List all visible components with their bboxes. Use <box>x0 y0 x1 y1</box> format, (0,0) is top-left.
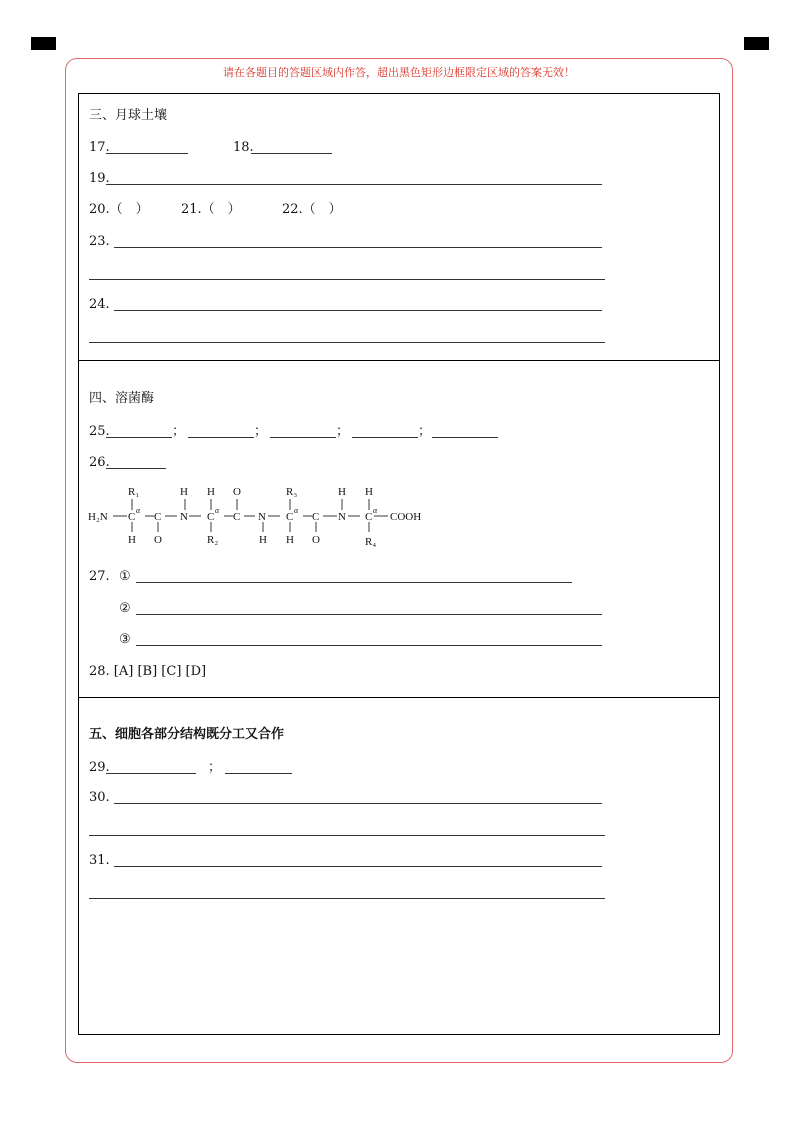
q17-blank[interactable] <box>106 153 188 154</box>
q26-label: 26. <box>89 455 110 470</box>
q19-blank[interactable] <box>106 184 602 185</box>
formula-alpha: α <box>136 506 141 515</box>
section-title-3: 三、月球土壤 <box>89 108 168 123</box>
q31-blank-line2[interactable] <box>89 898 605 899</box>
q24-label: 24. <box>89 297 110 312</box>
formula-o: O <box>154 534 162 546</box>
q18-label: 18. <box>233 140 254 155</box>
q18-blank[interactable] <box>251 153 332 154</box>
q27-blank-2[interactable] <box>136 614 602 615</box>
q25-separator: ； <box>418 424 432 439</box>
q19-label: 19. <box>89 171 110 186</box>
formula-h: H <box>338 486 346 498</box>
q27-circle-2: ② <box>119 601 131 616</box>
formula-alpha: α <box>215 506 220 515</box>
q17-label: 17. <box>89 140 110 155</box>
q30-blank[interactable] <box>114 803 602 804</box>
formula-h: H <box>180 486 188 498</box>
formula-c: C <box>312 511 320 523</box>
formula-n: N <box>338 511 346 523</box>
q25-blank-2[interactable] <box>188 437 254 438</box>
formula-c: C <box>128 511 136 523</box>
formula-h: H <box>128 534 136 546</box>
formula-alpha: α <box>373 506 378 515</box>
q25-label: 25. <box>89 424 110 439</box>
q28-options[interactable]: 28. [A] [B] [C] [D] <box>89 664 207 679</box>
formula-h: H <box>286 534 294 546</box>
q29-separator: ； <box>208 760 222 775</box>
q25-separator: ； <box>254 424 268 439</box>
q25-blank-4[interactable] <box>352 437 418 438</box>
q30-label: 30. <box>89 790 110 805</box>
q22-choice[interactable]: 22.（ ） <box>282 202 342 217</box>
q27-blank-1[interactable] <box>136 582 572 583</box>
formula-o: O <box>233 486 241 498</box>
q27-label: 27. <box>89 569 110 584</box>
formula-r2: R₂ <box>207 534 219 546</box>
formula-alpha: α <box>294 506 299 515</box>
section-divider <box>78 697 720 698</box>
q24-blank-line2[interactable] <box>89 342 605 343</box>
alignment-marker-right <box>744 37 769 50</box>
alignment-marker-left <box>31 37 56 50</box>
q31-label: 31. <box>89 853 110 868</box>
formula-c: C <box>233 511 241 523</box>
q29-label: 29. <box>89 760 110 775</box>
formula-cooh: COOH <box>390 511 422 523</box>
q25-blank-5[interactable] <box>432 437 498 438</box>
formula-n: N <box>180 511 188 523</box>
q26-blank[interactable] <box>106 468 166 469</box>
answer-box <box>78 93 720 1035</box>
q25-blank-1[interactable] <box>106 437 172 438</box>
formula-h2n: H₂N <box>88 511 108 523</box>
notice-text: 请在各题目的答题区域内作答，超出黑色矩形边框限定区域的答案无效！ <box>223 66 575 79</box>
formula-n: N <box>258 511 266 523</box>
q29-blank-1[interactable] <box>106 773 196 774</box>
q30-blank-line2[interactable] <box>89 835 605 836</box>
formula-c: C <box>207 511 215 523</box>
q25-separator: ； <box>172 424 186 439</box>
section-divider <box>78 360 720 361</box>
q29-blank-2[interactable] <box>225 773 292 774</box>
q27-circle-1: ① <box>119 569 131 584</box>
q23-blank[interactable] <box>114 247 602 248</box>
formula-h: H <box>365 486 373 498</box>
formula-c: C <box>365 511 373 523</box>
q23-blank-line2[interactable] <box>89 279 605 280</box>
q25-blank-3[interactable] <box>270 437 336 438</box>
q27-circle-3: ③ <box>119 632 131 647</box>
q23-label: 23. <box>89 234 110 249</box>
formula-r1: R₁ <box>128 486 140 498</box>
formula-c: C <box>286 511 294 523</box>
q24-blank[interactable] <box>114 310 602 311</box>
q27-blank-3[interactable] <box>136 645 602 646</box>
formula-r3: R₃ <box>286 486 298 498</box>
q21-choice[interactable]: 21.（ ） <box>181 202 241 217</box>
section-title-4: 四、溶菌酶 <box>89 391 155 406</box>
formula-c: C <box>154 511 162 523</box>
q25-separator: ； <box>336 424 350 439</box>
formula-r4: R₄ <box>365 536 377 548</box>
peptide-structure-formula <box>88 482 438 554</box>
section-title-5: 五、细胞各部分结构既分工又合作 <box>89 727 285 742</box>
formula-h: H <box>207 486 215 498</box>
q20-choice[interactable]: 20.（ ） <box>89 202 149 217</box>
q31-blank[interactable] <box>114 866 602 867</box>
formula-o: O <box>312 534 320 546</box>
formula-h: H <box>259 534 267 546</box>
